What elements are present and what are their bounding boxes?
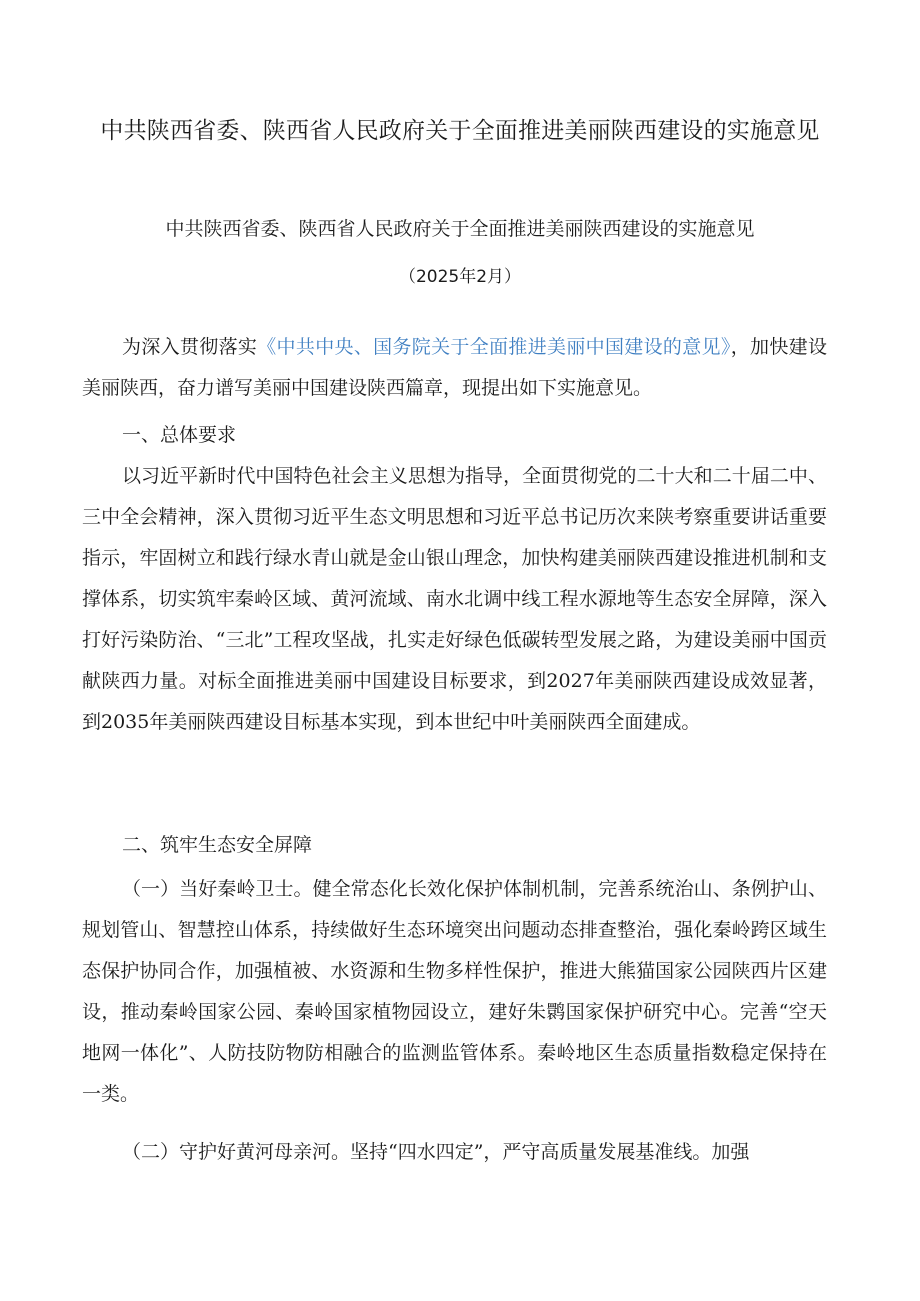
intro-paragraph [82,327,827,409]
document-subtitle: 中共陕西省委、陕西省人民政府关于全面推进美丽陕西建设的实施意见 [165,218,755,240]
document-date: （2025年2月） [398,267,522,287]
intro-suffix: ，加快建设美丽陕西，奋力谱写美丽中国建设陕西篇章，现提出如下实施意见。 [82,336,827,399]
intro-prefix: 为深入贯彻落实 [122,336,258,358]
policy-link[interactable]: 《中共中央、国务院关于全面推进美丽中国建设的意见》 [257,336,731,358]
section-2-item-2: （二）守护好黄河母亲河。坚持“四水四定”，严守高质量发展基准线。加强 [122,1141,750,1163]
section-2-heading: 二、筑牢生态安全屏障 [122,834,313,856]
section-1-paragraph: 以习近平新时代中国特色社会主义思想为指导，全面贯彻党的二十大和二十届二中、三中全会精神，深入贯彻习近平生态文明思想和习近平总书记历次来陕考察重要讲话重要指示，牢固树立和践行绿水青山就是金山银山理念，加快构建美丽陕西建设推进机制和支撑体系，切实筑牢秦岭区域、黄河流域、南水北调中线工程水源地等生态安全屏障，深入打好污染防治、“三北”工程攻坚战，扎实走好绿色低碳转型发展之路，为建设美丽中国贡献陕西力量。对标全面推进美丽中国建设目标要求，到2027年美丽陕西建设成效显著，到2035年美丽陕西建设目标基本实现，到本世纪中叶美丽陕西全面建成。 [82,465,827,733]
section-2-item-1: （一）当好秦岭卫士。健全常态化长效化保护体制机制，完善系统治山、条例护山、规划管山、智慧控山体系，持续做好生态环境突出问题动态排查整治，强化秦岭跨区域生态保护协同合作，加强植被、水资源和生物多样性保护，推进大熊猫国家公园陕西片区建设，推动秦岭国家公园、秦岭国家植物园设立，建好朱鹮国家保护研究中心。完善“空天地网一体化”、人防技防物防相融合的监测监管体系。秦岭地区生态质量指数稳定保持在一类。 [82,878,827,1105]
document-title: 中共陕西省委、陕西省人民政府关于全面推进美丽陕西建设的实施意见 [100,118,820,144]
section-1-heading: 一、总体要求 [122,424,237,446]
